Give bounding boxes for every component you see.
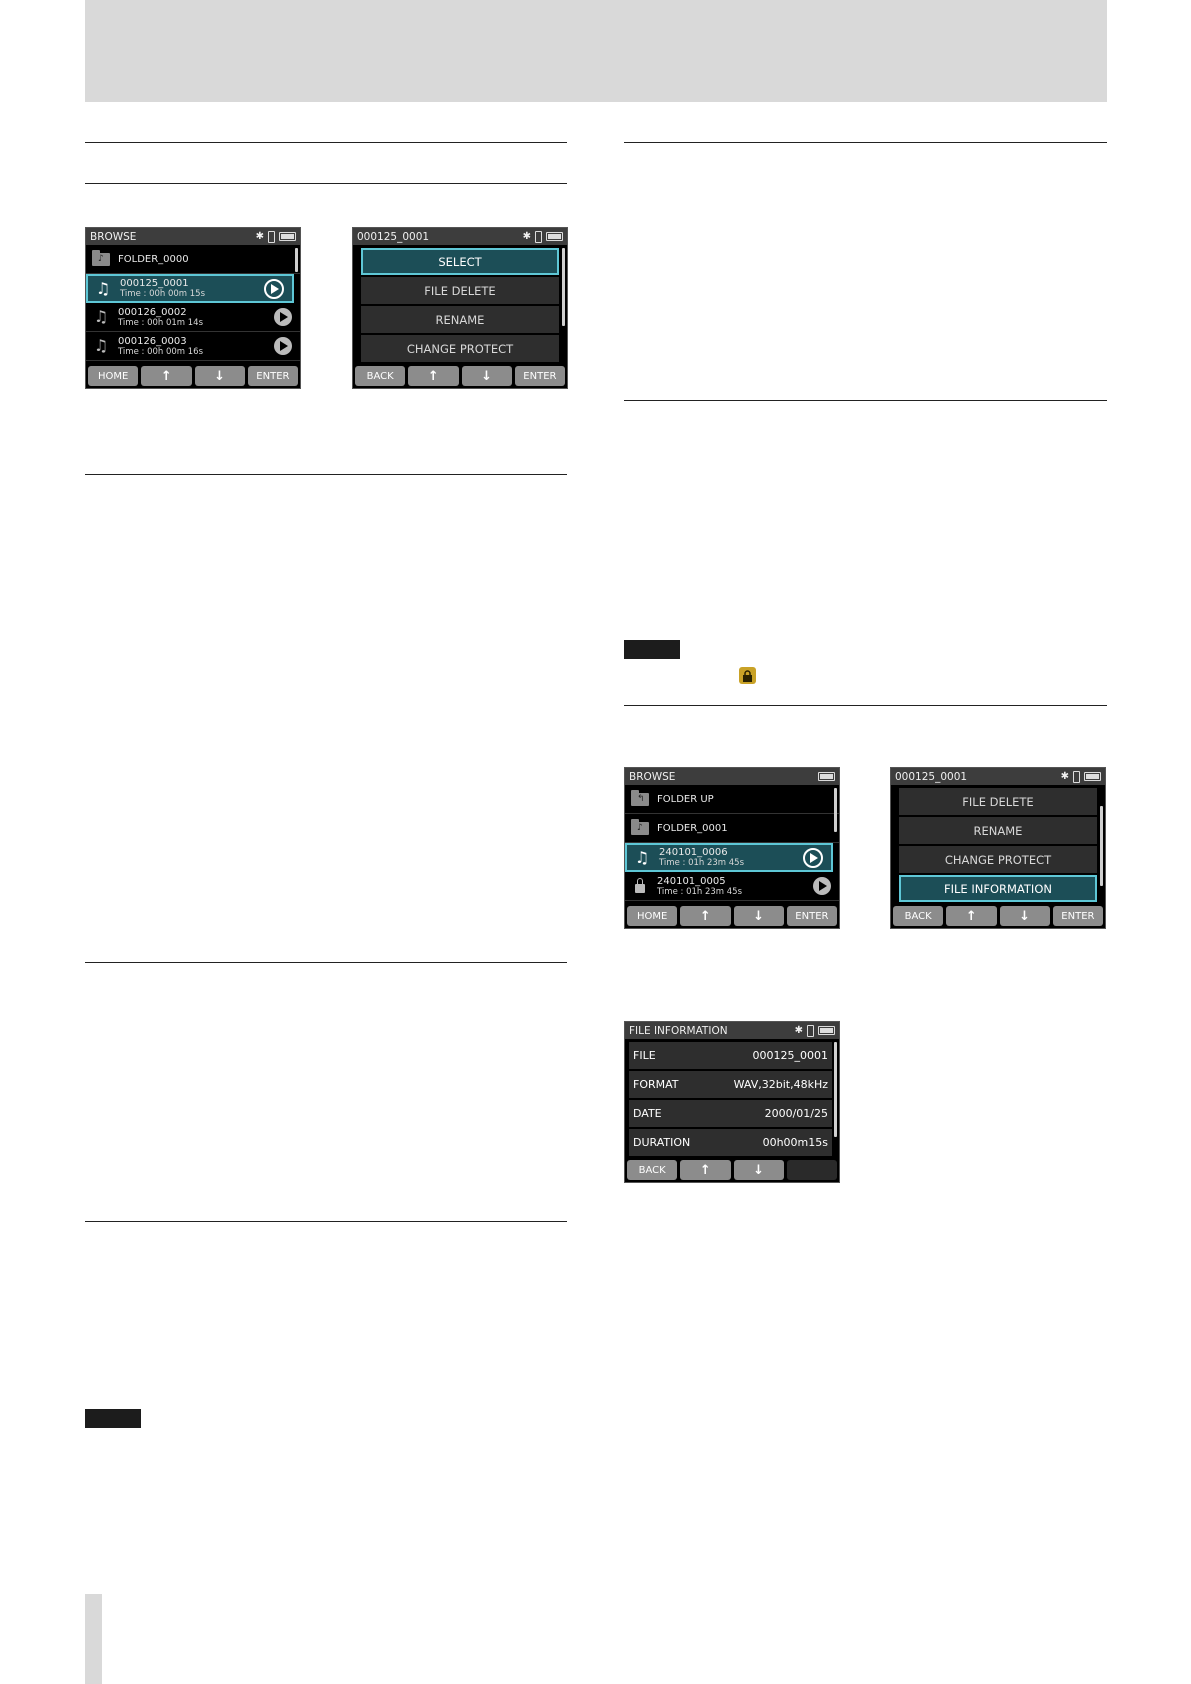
screen-titlebar [353,228,567,245]
list-item-file[interactable] [625,843,833,872]
enter-button[interactable]: ENTER [787,906,837,926]
info-value: 2000/01/25 [764,1107,828,1120]
item-time: Time : 00h 01m 14s [118,317,204,328]
file-menu-screen [890,767,1106,929]
music-note-icon: ♫ [93,307,109,326]
list-item-file[interactable] [86,332,300,361]
enter-button[interactable]: ENTER [515,366,565,386]
menu-item-select[interactable]: SELECT [361,248,559,275]
arrow-up-icon: ↑ [965,908,977,924]
phone-icon [535,231,542,243]
info-row-format [629,1071,832,1098]
menu-list [353,245,567,362]
battery-icon [818,1026,835,1035]
up-button[interactable] [141,366,191,386]
home-button[interactable]: HOME [627,906,677,926]
back-button[interactable]: BACK [627,1160,677,1180]
play-icon[interactable] [803,848,823,868]
folder-icon: ♪ [92,253,110,266]
home-button[interactable]: HOME [88,366,138,386]
menu-item-rename[interactable]: RENAME [899,817,1097,844]
play-icon[interactable] [264,279,284,299]
section-rule [85,142,567,143]
info-row-date [629,1100,832,1127]
file-list [86,245,300,361]
music-note-icon: ♫ [95,278,111,298]
file-list [625,785,839,901]
list-item-folder[interactable] [625,814,839,843]
arrow-down-icon: ↓ [1019,908,1031,924]
screen-titlebar [625,1022,839,1039]
phone-icon [807,1025,814,1037]
item-name: 000126_0003 [118,335,187,347]
up-button[interactable] [680,906,730,926]
down-button[interactable] [462,366,512,386]
screen-title: BROWSE [629,770,676,783]
section-rule [85,474,567,475]
arrow-up-icon: ↑ [699,908,711,924]
arrow-down-icon: ↓ [753,908,765,924]
lock-icon [635,884,645,893]
bluetooth-icon: ✱ [522,230,531,242]
back-button[interactable]: BACK [355,366,405,386]
item-name: 240101_0005 [657,875,726,887]
bluetooth-icon: ✱ [794,1024,803,1036]
item-time: Time : 01h 23m 45s [659,858,745,868]
info-label: FILE [633,1049,656,1062]
note-label-tab [624,640,680,659]
menu-item-change-protect[interactable]: CHANGE PROTECT [899,846,1097,873]
item-time: Time : 00h 00m 16s [118,346,204,357]
item-name: FOLDER_0000 [118,253,189,265]
play-icon[interactable] [274,308,292,326]
item-name: FOLDER_0001 [657,822,728,834]
up-button[interactable] [408,366,458,386]
item-name: FOLDER UP [657,793,714,805]
menu-list [891,785,1105,902]
file-menu-screen [352,227,568,389]
browse-screen [85,227,301,389]
battery-icon [546,232,563,241]
bluetooth-icon: ✱ [1060,770,1069,782]
play-icon[interactable] [274,337,292,355]
blank-softkey [787,1160,837,1180]
down-button[interactable] [195,366,245,386]
battery-icon [1084,772,1101,781]
arrow-down-icon: ↓ [214,368,226,384]
list-item-file-protected[interactable] [625,872,839,901]
bluetooth-icon: ✱ [255,230,264,242]
item-name: 240101_0006 [659,847,728,858]
info-value: 00h00m15s [762,1136,828,1149]
header-band [85,0,1107,102]
screen-titlebar [86,228,300,245]
menu-item-rename[interactable]: RENAME [361,306,559,333]
info-label: FORMAT [633,1078,679,1091]
info-value: WAV,32bit,48kHz [733,1078,828,1091]
enter-button[interactable]: ENTER [248,366,298,386]
list-item-folder[interactable] [86,245,300,274]
play-icon[interactable] [813,877,831,895]
folder-icon: ♪ [631,822,649,835]
browse-screen [624,767,840,929]
item-name: 000125_0001 [120,278,189,289]
scrollbar[interactable] [834,1042,837,1137]
info-list [625,1039,839,1156]
scrollbar[interactable] [834,788,837,832]
down-button[interactable] [734,1160,784,1180]
screen-titlebar [891,768,1105,785]
info-label: DURATION [633,1136,691,1149]
screen-title: BROWSE [90,230,137,243]
info-label: DATE [633,1107,662,1120]
section-rule [624,142,1107,143]
menu-item-file-delete[interactable]: FILE DELETE [899,788,1097,815]
softkey-bar [355,366,565,386]
phone-icon [268,231,275,243]
down-button[interactable] [734,906,784,926]
info-row-file [629,1042,832,1069]
up-button[interactable] [680,1160,730,1180]
item-time: Time : 01h 23m 45s [657,886,743,897]
phone-icon [1073,771,1080,783]
section-rule [85,183,567,184]
screen-title: FILE INFORMATION [629,1024,728,1037]
page-footer-bar [85,1594,102,1684]
screen-title: 000125_0001 [357,230,430,243]
softkey-bar [893,906,1103,926]
battery-icon [818,772,835,781]
arrow-down-icon: ↓ [481,368,493,384]
scrollbar[interactable] [1100,806,1103,886]
back-button[interactable]: BACK [893,906,943,926]
section-rule [624,400,1107,401]
screen-title: 000125_0001 [895,770,968,783]
down-button[interactable] [1000,906,1050,926]
up-button[interactable] [946,906,996,926]
softkey-bar [627,906,837,926]
lock-badge-icon [739,667,756,684]
scrollbar[interactable] [295,248,298,272]
menu-item-file-information[interactable]: FILE INFORMATION [899,875,1097,902]
music-note-icon: ♫ [93,336,109,355]
item-time: Time : 00h 00m 15s [120,289,206,299]
battery-icon [279,232,296,241]
file-information-screen [624,1021,840,1183]
softkey-bar [627,1160,837,1180]
list-item-file[interactable] [86,274,294,303]
list-item-file[interactable] [86,303,300,332]
arrow-up-icon: ↑ [427,368,439,384]
info-value: 000125_0001 [752,1049,828,1062]
note-label-tab [85,1409,141,1428]
enter-button[interactable]: ENTER [1053,906,1103,926]
arrow-up-icon: ↑ [699,1162,711,1178]
menu-item-change-protect[interactable]: CHANGE PROTECT [361,335,559,362]
arrow-down-icon: ↓ [753,1162,765,1178]
menu-item-file-delete[interactable]: FILE DELETE [361,277,559,304]
info-row-duration [629,1129,832,1156]
softkey-bar [88,366,298,386]
section-rule [624,705,1107,706]
section-rule [85,962,567,963]
music-note-icon: ♫ [634,847,650,867]
scrollbar[interactable] [562,248,565,326]
arrow-up-icon: ↑ [160,368,172,384]
item-name: 000126_0002 [118,306,187,318]
screen-titlebar [625,768,839,785]
list-item-folder-up[interactable] [625,785,839,814]
section-rule [85,1221,567,1222]
folder-up-icon: ↰ [631,793,649,806]
